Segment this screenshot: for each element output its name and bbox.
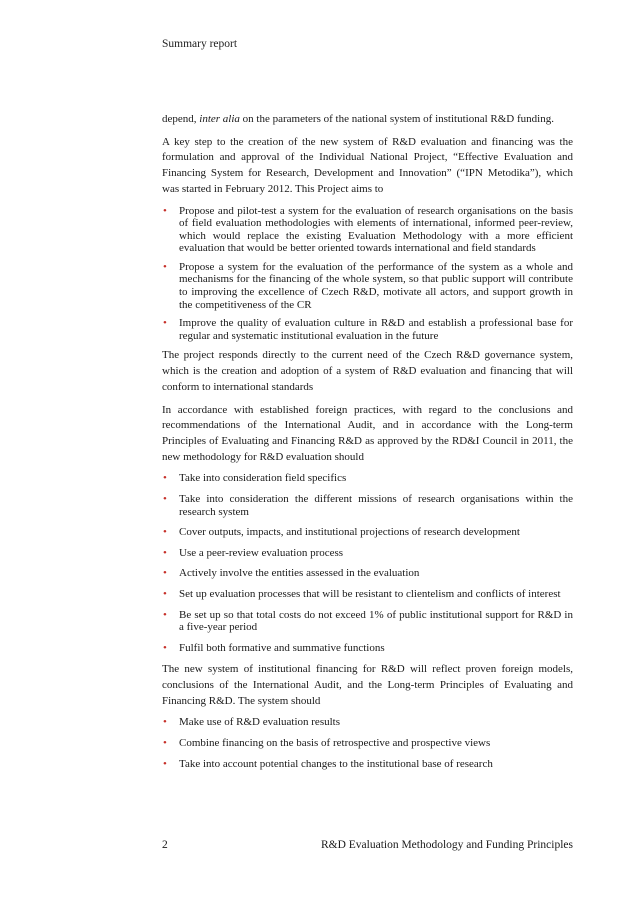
paragraph-ipn-metodika: A key step to the creation of the new system of R&D evaluation and financing was the formulation and approval of the Individual National Project, “Effective Evaluation and Financing System for Research, Development and Innovation” (“IPN Metodika”), which was started in February 2012. This Project aims to [162,135,573,195]
list-item-text: Propose a system for the evaluation of the performance of the system as a whole and mechanisms for the financing of the whole system, so that public support will contribute to improving the excellence of Czech R&D, motivate all actors, and support growth in the competitiveness of the CR [179,260,573,311]
list-item [162,716,573,729]
bullet-icon [163,588,167,601]
list-item-text: Set up evaluation processes that will be resistant to clientelism and conflicts of interest [179,587,561,600]
running-header: Summary report [162,38,238,50]
list-item [162,526,573,539]
para1-emphasis: inter alia [199,113,240,125]
bullet-icon [163,642,167,655]
list-item-text: Combine financing on the basis of retrospective and prospective views [179,737,491,750]
list-item [162,493,573,518]
bullet-icon [163,472,167,485]
bullet-icon [163,261,167,274]
list-item [162,317,573,342]
list-item-text: Take into account potential changes to the institutional base of research [179,757,493,770]
list-item [162,609,573,634]
bullet-icon [163,317,167,330]
paragraph-methodology-intro: In accordance with established foreign practices, with regard to the conclusions and recommendations of the International Audit, and in accordance with the Long-term Principles of Evaluating and Financing R&D as approved by the RD&I Council in 2011, the new methodology for R&D evaluation should [162,403,573,463]
footer-document-title: R&D Evaluation Methodology and Funding Principles [320,839,573,851]
list-item [162,642,573,655]
list-item [162,472,573,485]
bullet-icon [163,737,167,750]
list-item-text: Fulfil both formative and summative functions [179,641,385,654]
bullet-icon [163,526,167,539]
list-item-text: Make use of R&D evaluation results [179,716,340,729]
list-item-text: Improve the quality of evaluation culture in R&D and establish a professional base for regular and systematic institutional evaluation in the future [179,317,573,342]
financing-list [162,716,573,770]
bullet-icon [163,567,167,580]
list-item-text: Take into consideration the different missions of research organisations within the research system [179,492,573,518]
page-number: 2 [162,839,168,851]
list-item-text: Use a peer-review evaluation process [179,546,344,559]
list-item [162,261,573,311]
bullet-icon [163,716,167,729]
paragraph-continuation [162,112,573,128]
para1-text-start: depend, [162,113,200,125]
list-item-text: Take into consideration field specifics [179,472,347,485]
list-item [162,547,573,560]
bullet-icon [163,205,167,218]
methodology-list [162,472,573,654]
paragraph-project-response: The project responds directly to the current need of the Czech R&D governance system, which is the creation and adoption of a system of R&D evaluation and financing that will conform to international standards [162,349,573,393]
list-item-text: Actively involve the entities assessed in the evaluation [179,567,420,580]
list-item [162,758,573,771]
bullet-icon [163,493,167,506]
list-item [162,567,573,580]
para1-text-end: on the parameters of the national system of institutional R&D funding. [239,113,554,125]
bullet-icon [163,609,167,622]
aims-list [162,205,573,343]
paragraph-financing-intro: The new system of institutional financing for R&D will reflect proven foreign models, conclusions of the International Audit, and the Long-term Principles of Evaluating and Financing R&D. The system should [162,663,573,707]
list-item [162,737,573,750]
list-item [162,205,573,255]
body-content [162,112,573,778]
list-item-text: Cover outputs, impacts, and institutional projections of research development [179,526,520,539]
list-item-text: Propose and pilot-test a system for the evaluation of research organisations on the basis of field evaluation methodologies with elements of international, informed peer-review, which would replace the existing Evaluation Methodology with a more efficient evaluation that would be better oriented towards international and field standards [179,204,573,255]
list-item [162,588,573,601]
bullet-icon [163,547,167,560]
bullet-icon [163,758,167,771]
list-item-text: Be set up so that total costs do not exceed 1% of public institutional support for R&D in a five-year period [179,608,573,634]
